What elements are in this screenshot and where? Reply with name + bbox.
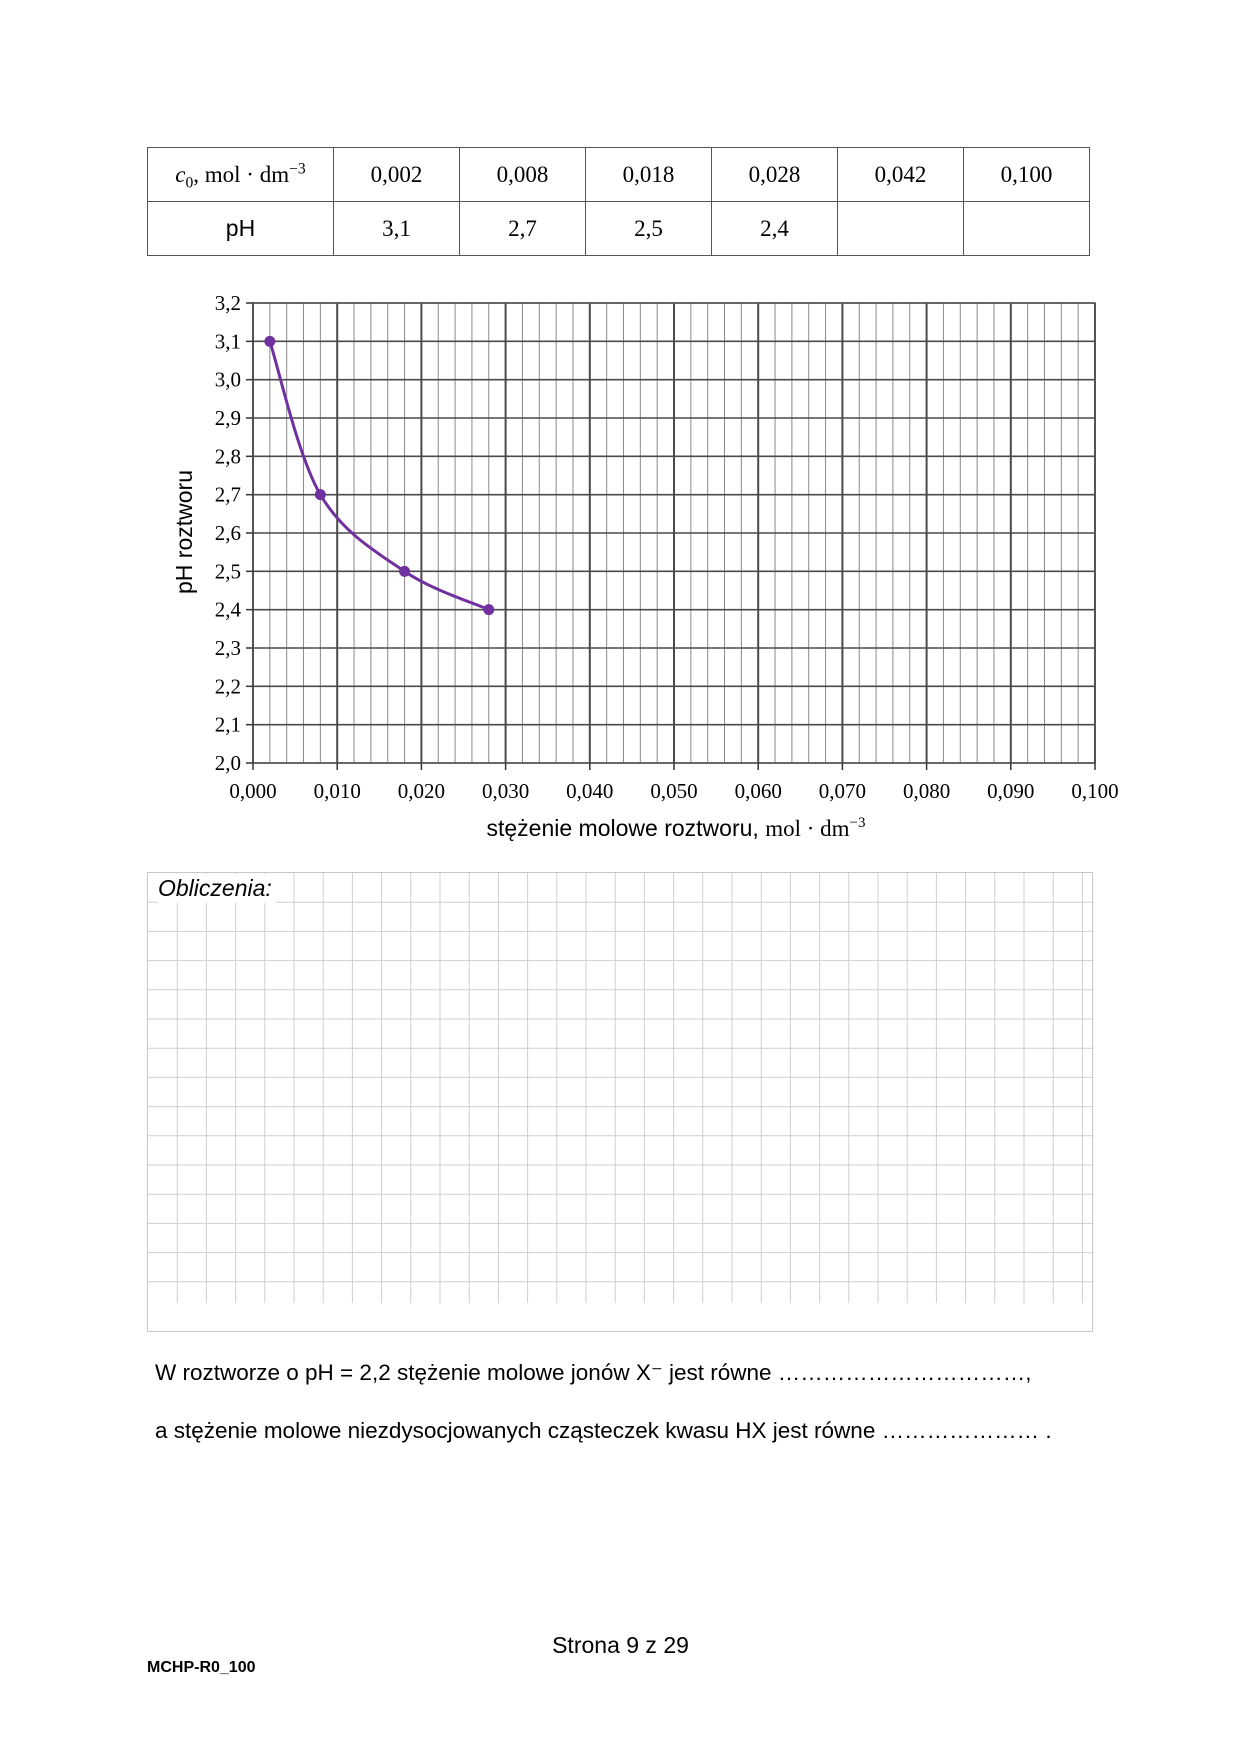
ph-value: 3,1 <box>334 202 460 256</box>
data-point <box>315 489 326 500</box>
x-tick-label: 0,070 <box>818 779 867 803</box>
series-points <box>264 336 494 615</box>
ph-value: 2,5 <box>586 202 712 256</box>
y-tick-label: 2,7 <box>214 482 241 507</box>
page-number: Strona 9 z 29 <box>552 1632 689 1658</box>
y-tick-label: 2,6 <box>214 521 241 545</box>
series-line <box>270 341 489 609</box>
ph-value: 2,7 <box>460 202 586 256</box>
c0-value: 0,028 <box>712 148 838 202</box>
chart-axes <box>246 303 1095 770</box>
x-tick-label: 0,060 <box>734 779 782 803</box>
ph-chart <box>0 0 1241 860</box>
x-tick-label: 0,020 <box>397 779 446 803</box>
y-tick-label: 2,1 <box>214 712 241 737</box>
y-tick-label: 2,0 <box>214 751 241 775</box>
data-point <box>399 566 410 577</box>
ph-value: 2,4 <box>712 202 838 256</box>
x-axis-label-exponent: −3 <box>849 815 866 831</box>
calculation-grid <box>148 873 1094 1333</box>
c0-symbol: c <box>175 161 186 187</box>
answer-line-molecules[interactable]: a stężenie molowe niezdysocjowanych cząsteczek kwasu HX jest równe ………………… . <box>155 1418 1052 1443</box>
y-tick-label: 3,1 <box>214 329 241 354</box>
y-tick-label: 2,4 <box>214 597 241 622</box>
x-tick-label: 0,030 <box>481 779 530 803</box>
y-tick-label: 3,2 <box>214 291 241 315</box>
data-point <box>264 336 275 347</box>
y-tick-label: 2,5 <box>214 559 241 584</box>
c0-value: 0,008 <box>460 148 586 202</box>
ph-header: pH <box>148 202 334 256</box>
x-axis-label-text: stężenie molowe roztworu, <box>486 815 766 841</box>
c0-value: 0,018 <box>586 148 712 202</box>
y-axis-label: pH roztworu <box>171 470 197 594</box>
x-tick-label: 0,100 <box>1071 779 1119 803</box>
x-tick-label: 0,080 <box>902 779 951 803</box>
y-tick-label: 2,8 <box>214 444 241 469</box>
document-code: MCHP-R0_100 <box>147 1659 256 1676</box>
y-tick-labels <box>215 291 242 775</box>
calculation-label: Obliczenia: <box>158 874 276 903</box>
y-tick-label: 2,9 <box>214 406 241 430</box>
x-tick-labels <box>229 779 1118 803</box>
calculation-box[interactable] <box>147 872 1093 1332</box>
x-tick-label: 0,090 <box>987 779 1035 803</box>
c0-unit: , mol · dm <box>193 161 290 187</box>
c0-subscript: 0 <box>185 174 194 192</box>
data-point <box>483 604 494 615</box>
c0-value: 0,002 <box>334 148 460 202</box>
y-tick-label: 2,2 <box>214 674 241 699</box>
x-tick-label: 0,000 <box>229 779 277 803</box>
c0-value: 0,042 <box>838 148 964 202</box>
y-tick-label: 3,0 <box>214 367 241 392</box>
answer-line-ions[interactable]: W roztworze o pH = 2,2 stężenie molowe jonów X⁻ jest równe ……………………………, <box>155 1360 1032 1385</box>
x-tick-label: 0,010 <box>313 779 361 803</box>
chart-grid-major <box>253 303 1095 763</box>
c0-value: 0,100 <box>964 148 1090 202</box>
x-axis-label <box>487 815 866 841</box>
x-tick-label: 0,050 <box>650 779 698 803</box>
x-tick-label: 0,040 <box>566 779 614 803</box>
x-axis-label-unit: mol · dm <box>765 816 850 841</box>
y-tick-label: 2,3 <box>214 636 241 660</box>
c0-unit-exponent: −3 <box>289 159 306 177</box>
